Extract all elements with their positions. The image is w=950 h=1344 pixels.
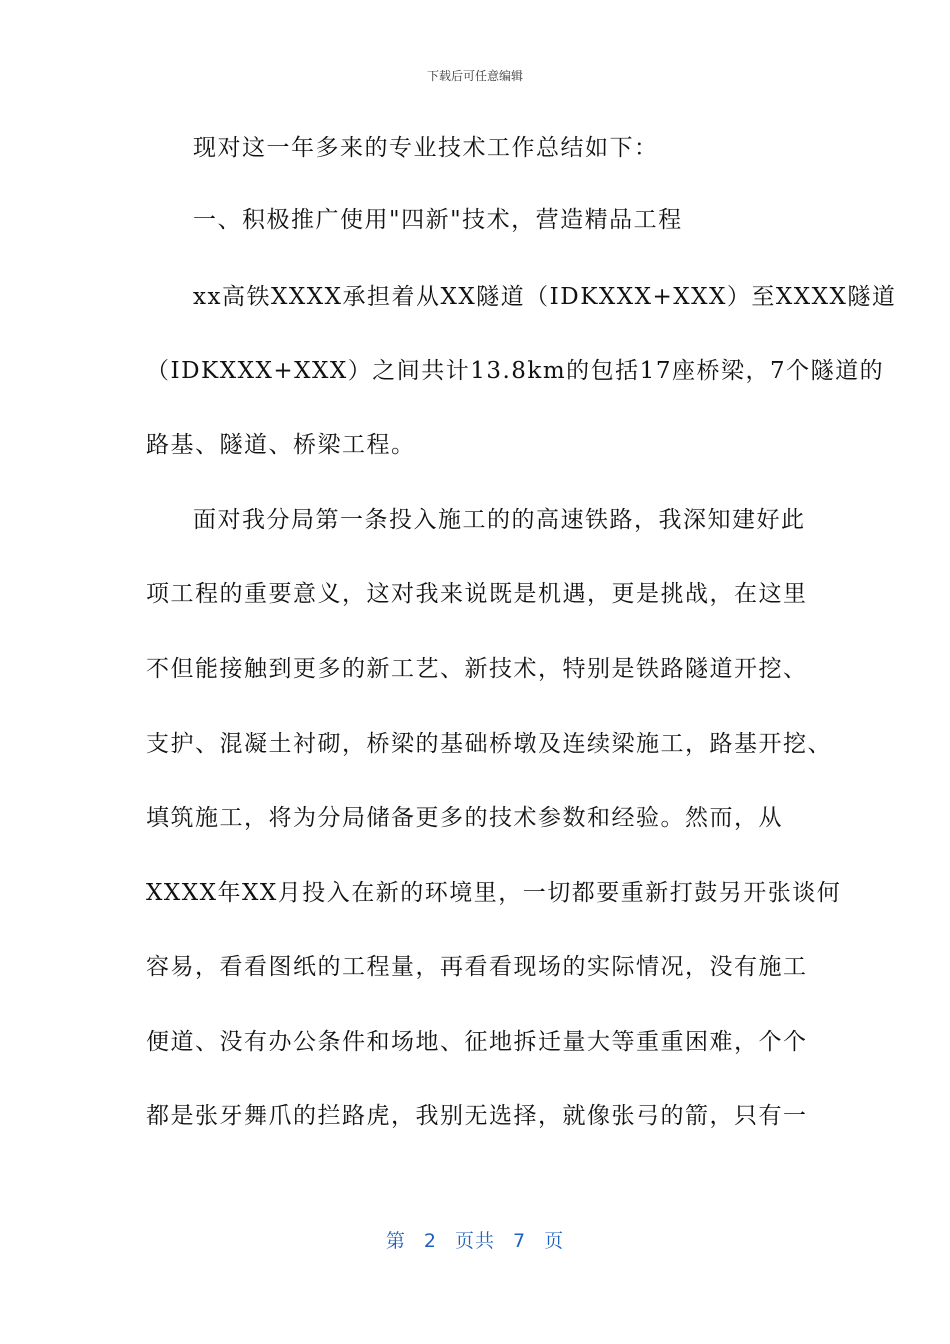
- text-line-12: 容易，看看图纸的工程量，再看看现场的实际情况，没有施工: [146, 954, 808, 980]
- footer-total-word: 页共: [454, 1230, 495, 1252]
- text-line-9: 支护、混凝土衬砌，桥梁的基础桥墩及连续梁施工，路基开挖、: [146, 731, 832, 757]
- text-line-1: 现对这一年多来的专业技术工作总结如下：: [193, 135, 659, 161]
- header-note: 下载后可任意编辑: [426, 69, 523, 83]
- footer-page-word: 第: [385, 1230, 406, 1252]
- text-line-4: （IDKXXX+XXX）之间共计13.8km的包括17座桥梁，7个隧道的: [146, 358, 885, 384]
- text-line-11: XXXX年XX月投入在新的环境里，一切都要重新打鼓另开张谈何: [146, 880, 842, 906]
- text-line-6: 面对我分局第一条投入施工的的高速铁路，我深知建好此: [193, 507, 806, 533]
- footer-page-suffix: 页: [544, 1230, 565, 1252]
- footer-total-pages: 7: [513, 1230, 527, 1252]
- text-line-5: 路基、隧道、桥梁工程。: [146, 432, 416, 458]
- text-line-8: 不但能接触到更多的新工艺、新技术，特别是铁路隧道开挖、: [146, 656, 808, 682]
- footer-current-page: 2: [423, 1230, 437, 1252]
- section-heading: 一、积极推广使用"四新"技术，营造精品工程: [193, 207, 683, 233]
- text-line-14: 都是张牙舞爪的拦路虎，我别无选择，就像张弓的箭，只有一: [146, 1103, 808, 1129]
- text-line-10: 填筑施工，将为分局储备更多的技术参数和经验。然而，从: [146, 805, 783, 831]
- text-line-3: xx高铁XXXX承担着从XX隧道（IDKXXX+XXX）至XXXX隧道: [193, 284, 897, 310]
- page-footer: [0, 1226, 950, 1253]
- text-line-7: 项工程的重要意义，这对我来说既是机遇，更是挑战，在这里: [146, 581, 808, 607]
- text-line-13: 便道、没有办公条件和场地、征地拆迁量大等重重困难，个个: [146, 1029, 808, 1055]
